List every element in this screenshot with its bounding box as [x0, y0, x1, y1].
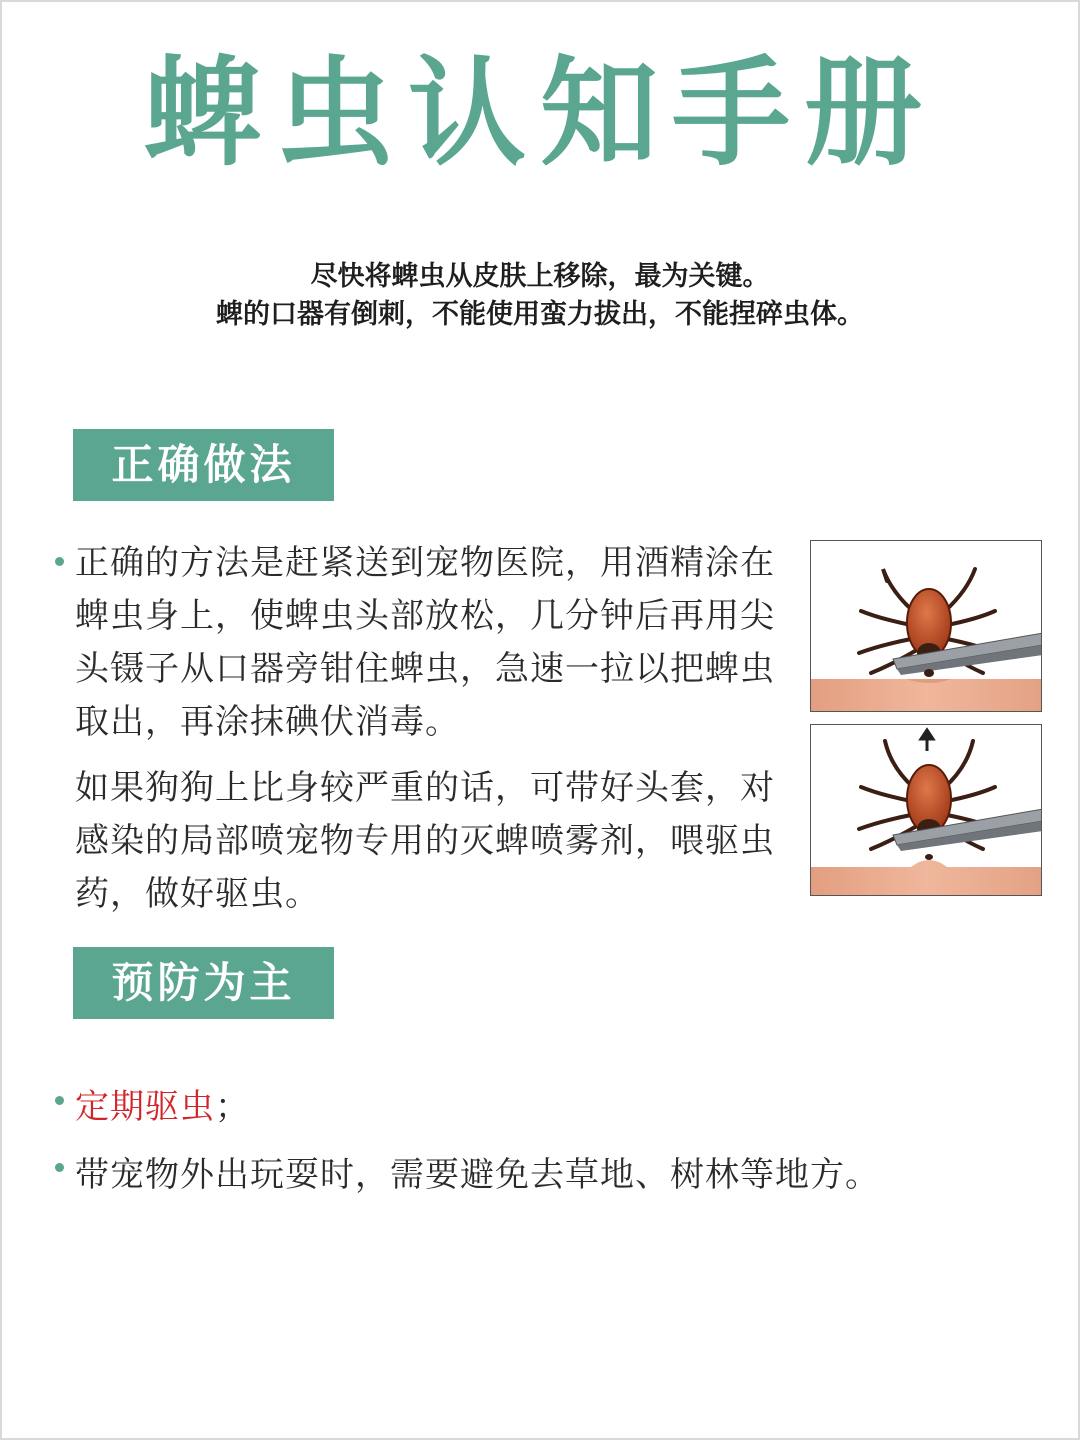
correct-method-paragraph: 正确的方法是赶紧送到宠物医院，用酒精涂在蜱虫身上，使蜱虫头部放松，几分钟后再用尖头镊子从口器旁钳住蜱虫，急速一拉以把蜱虫取出，再涂抹碘伏消毒。 — [75, 543, 775, 742]
tick-pulled-up-with-tweezers-icon — [811, 725, 1042, 896]
severe-case-paragraph: 如果狗狗上比身较严重的话，可带好头套，对感染的局部喷宠物专用的灭蜱喷雾剂，喂驱虫药，做好驱虫。 — [75, 768, 775, 914]
prevention-item-avoid-grass: 带宠物外出玩耍时，需要避免去草地、树林等地方。 — [75, 1155, 880, 1195]
prevention-item-deworm — [75, 1082, 250, 1132]
bullet-dot-icon — [55, 557, 64, 566]
intro-line-2: 蜱的口器有倒刺，不能使用蛮力拔出，不能捏碎虫体。 — [216, 299, 864, 330]
page-title: 蜱虫认知手册 — [143, 44, 936, 182]
bullet-dot-icon — [55, 1163, 64, 1172]
deworm-suffix: ； — [215, 1087, 250, 1127]
tick-grasped-with-tweezers-icon — [811, 541, 1042, 712]
bullet-dot-icon — [55, 1096, 64, 1105]
tick-removal-step2-image — [810, 724, 1042, 896]
intro-block — [0, 258, 1080, 334]
section-heading-correct-method: 正确做法 — [73, 429, 334, 501]
tick-removal-step1-image — [810, 540, 1042, 712]
section-heading-prevention: 预防为主 — [73, 947, 334, 1019]
intro-line-1: 尽快将蜱虫从皮肤上移除，最为关键。 — [310, 261, 770, 292]
deworm-highlight: 定期驱虫 — [75, 1087, 215, 1127]
